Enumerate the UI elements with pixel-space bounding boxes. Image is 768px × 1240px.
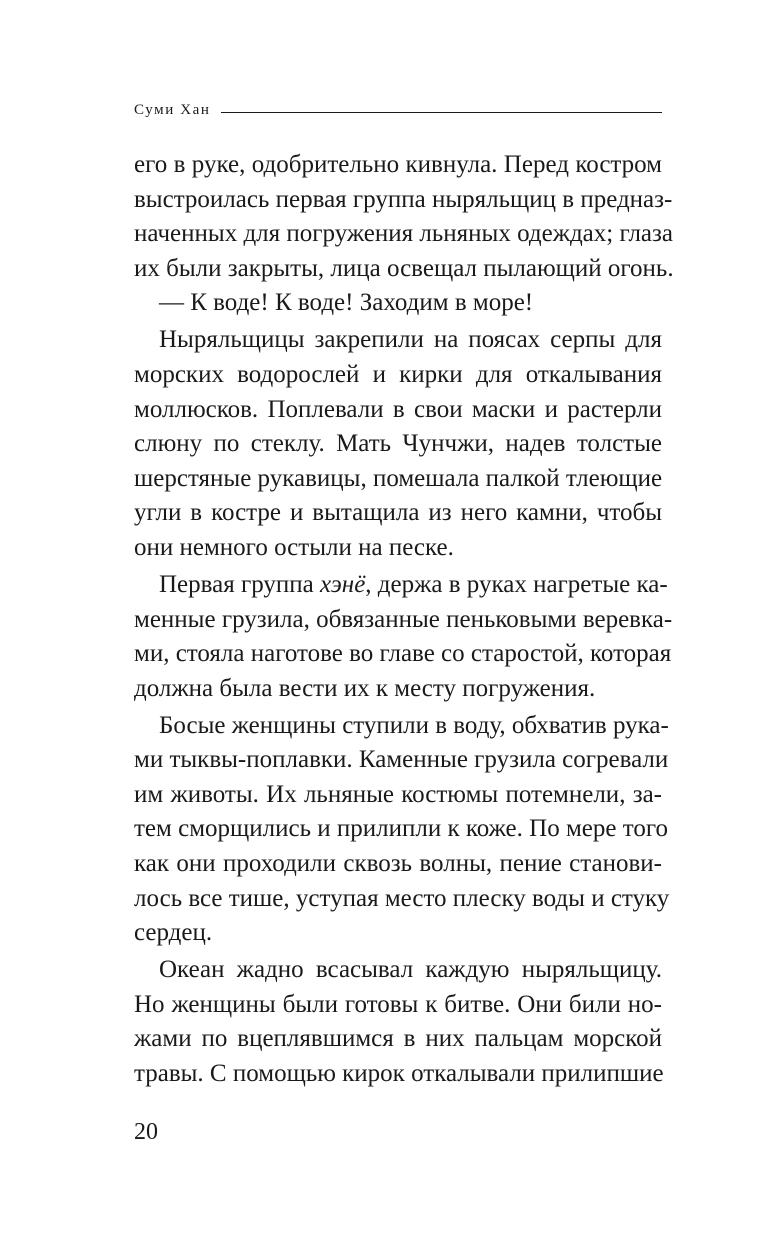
text-line: тем сморщились и прилипли к коже. По мере того xyxy=(134,815,668,843)
text-line: их были закрыты, лица освещал пылающий огонь. xyxy=(134,254,674,282)
text-line: Ныряльщицы закрепили на поясах серпы для xyxy=(159,326,662,354)
text-line: должна была вести их к месту погружения. xyxy=(134,674,596,702)
text-line: морских водорослей и кирки для откалывания xyxy=(134,360,662,388)
text-line: сердец. xyxy=(134,919,213,947)
text-line: как они проходили сквозь волны, пение станови- xyxy=(134,850,662,878)
text-line: Океан жадно всасывал каждую ныряльщицу. xyxy=(159,956,662,984)
text-line: наченных для погружения льняных одеждах; глаза xyxy=(134,220,674,248)
text-line: его в руке, одобрительно кивнула. Перед костром xyxy=(134,151,662,178)
text-line: Но женщины были готовы к битве. Они били но- xyxy=(134,990,662,1018)
header-rule xyxy=(221,112,662,113)
running-head-author: Суми Хан xyxy=(134,101,211,118)
text-line: угли в костре и вытащила из него камни, чтобы xyxy=(134,499,662,527)
text-line: они немного остыли на песке. xyxy=(134,533,454,561)
text-line: травы. С помощью кирок откалывали прилипшие xyxy=(134,1060,664,1087)
page-number: 20 xyxy=(134,1119,158,1145)
text-line: Первая группа хэнё, держа в руках нагретые ка- xyxy=(159,570,668,598)
body-text xyxy=(134,148,674,1092)
text-line: моллюсков. Поплевали в свои маски и растерли xyxy=(134,395,662,423)
text-line: ми тыквы-поплавки. Каменные грузила согревали xyxy=(134,746,669,774)
text-line: Босые женщины ступили в воду, обхватив рука- xyxy=(159,711,669,739)
running-head xyxy=(134,100,662,120)
italic-term: хэнё xyxy=(320,570,366,598)
text-line: ми, стояла наготове во главе со старостой, которая xyxy=(134,640,672,668)
text-line: им животы. Их льняные костюмы потемнели, за- xyxy=(134,780,662,808)
text-line: жами по вцеплявшимся в них пальцам морской xyxy=(134,1025,662,1053)
text-line: шерстяные рукавицы, помешала палкой тлеющие xyxy=(134,464,663,492)
dialogue-line: — К воде! К воде! Заходим в море! xyxy=(159,289,534,317)
text-line: слюну по стеклу. Мать Чунчжи, надев толстые xyxy=(134,430,662,458)
text-line: менные грузила, обвязанные пеньковыми веревка- xyxy=(134,605,673,633)
text-line: лось все тише, уступая место плеску воды и стуку xyxy=(134,884,670,912)
text-line: выстроилась первая группа ныряльщиц в предназ- xyxy=(134,185,673,213)
